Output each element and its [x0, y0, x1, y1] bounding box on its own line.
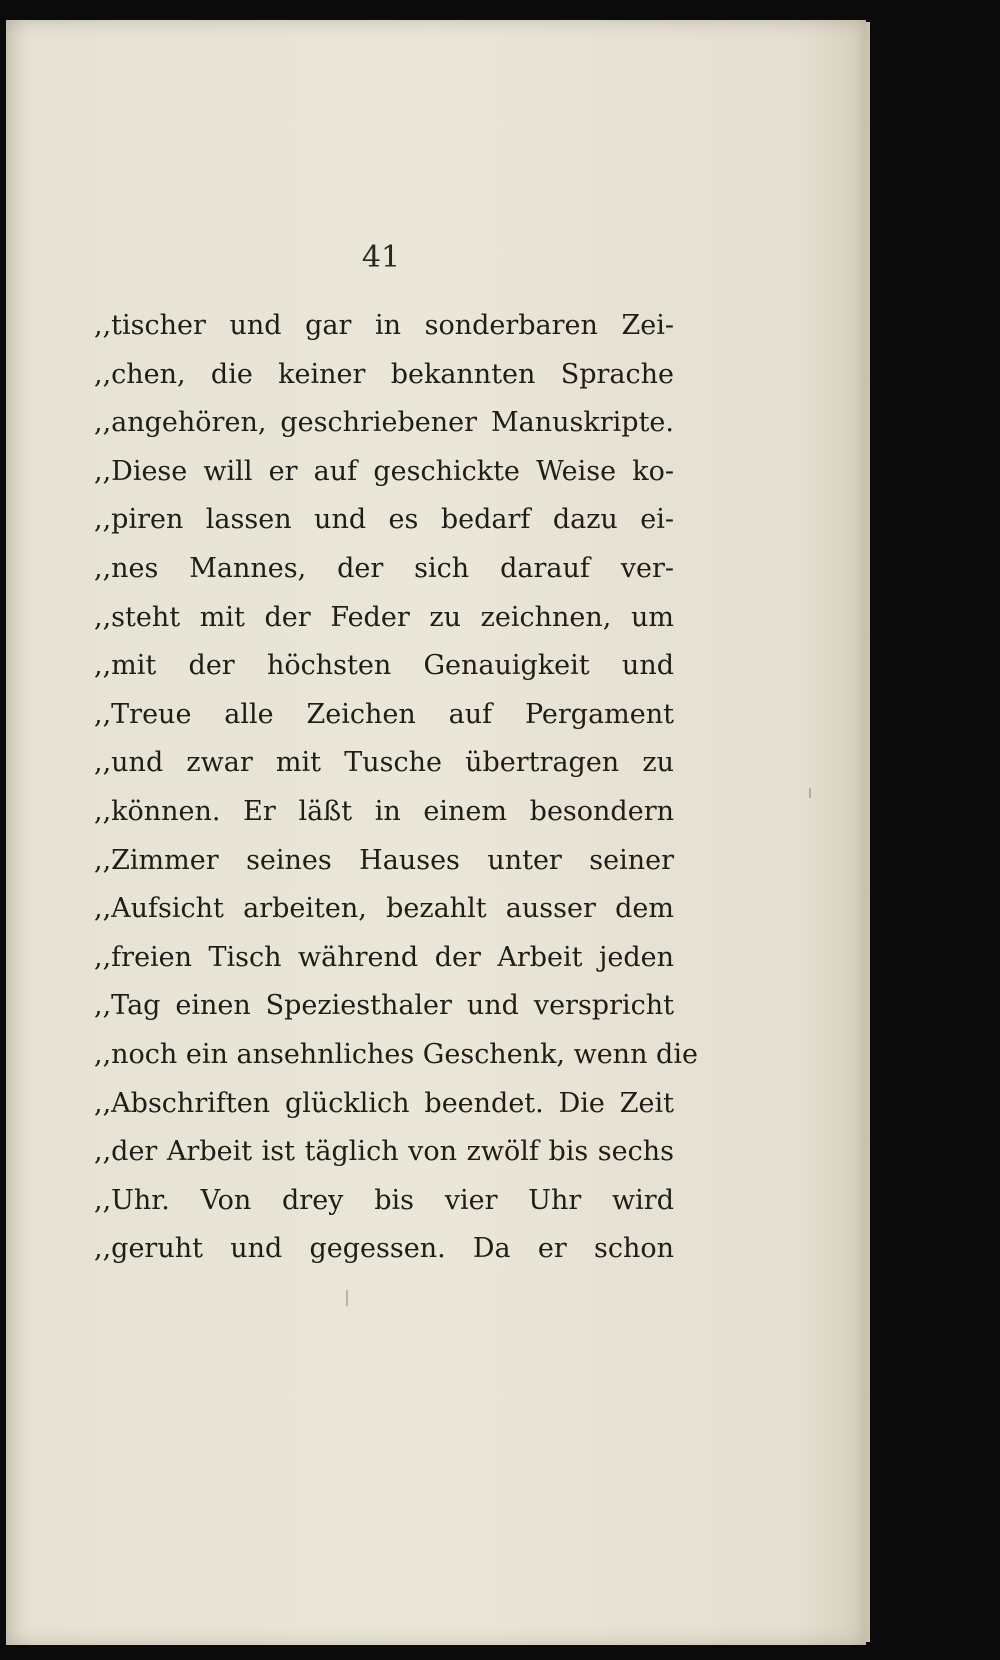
text-line: ,,steht mit der Feder zu zeichnen, um — [94, 601, 674, 633]
text-line: ,,geruht und gegessen. Da er schon — [94, 1233, 674, 1265]
page-number: 41 — [361, 240, 401, 275]
text-line: ,,Aufsicht arbeiten, bezahlt ausser dem — [94, 893, 674, 925]
text-line: ,,Abschriften glücklich beendet. Die Zeit — [94, 1087, 674, 1119]
text-line: ,,Tag einen Speziesthaler und verspricht — [94, 990, 674, 1022]
text-line: ,,Treue alle Zeichen auf Pergament — [94, 698, 674, 730]
text-line: ,,noch ein ansehnliches Geschenk, wenn die — [94, 1038, 698, 1070]
body-text — [94, 302, 698, 1274]
paper-mark — [346, 1290, 348, 1306]
text-line: ,,freien Tisch während der Arbeit jeden — [94, 941, 674, 973]
text-line: ,,angehören, geschriebener Manuskripte. — [94, 407, 674, 439]
page-edge — [866, 22, 870, 1642]
text-line: ,,Uhr. Von drey bis vier Uhr wird — [94, 1184, 674, 1216]
text-line: ,,nes Mannes, der sich darauf ver- — [94, 552, 674, 584]
text-line: ,,chen, die keiner bekannten Sprache — [94, 358, 674, 390]
text-line: ,,mit der höchsten Genauigkeit und — [94, 650, 674, 682]
text-line: ,,Zimmer seines Hauses unter seiner — [94, 844, 674, 876]
text-line: ,,der Arbeit ist täglich von zwölf bis sechs — [94, 1136, 674, 1168]
book-page — [6, 20, 866, 1645]
text-line: ,,und zwar mit Tusche übertragen zu — [94, 747, 674, 779]
text-line: ,,können. Er läßt in einem besondern — [94, 795, 674, 827]
text-line: ,,piren lassen und es bedarf dazu ei- — [94, 504, 674, 536]
paper-mark — [809, 788, 811, 798]
text-line: ,,Diese will er auf geschickte Weise ko- — [94, 455, 674, 487]
text-line: ,,tischer und gar in sonderbaren Zei- — [94, 310, 674, 341]
